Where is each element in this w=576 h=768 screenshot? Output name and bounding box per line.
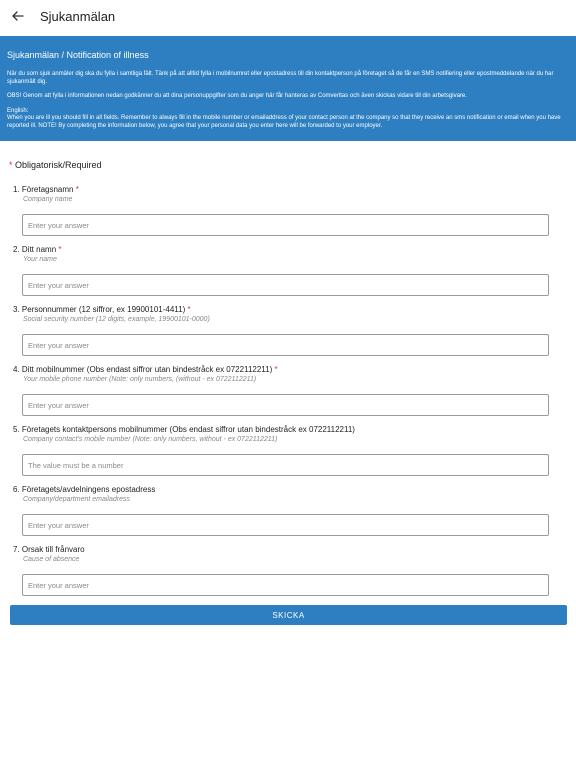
question-text: Ditt namn — [21, 245, 57, 254]
answer-input-1[interactable] — [22, 214, 549, 236]
answer-input-6[interactable] — [22, 514, 549, 536]
question-label — [13, 185, 567, 195]
answer-input-3[interactable] — [22, 334, 549, 356]
app-header — [0, 0, 576, 32]
required-star: * — [274, 365, 278, 374]
required-star: * — [9, 160, 13, 170]
answer-input-2[interactable] — [22, 274, 549, 296]
question-label — [13, 485, 567, 495]
banner-text-english: When you are ill you should fill in all fields. Remember to always fill in the mobile number or emailaddress of your contact person at the company so that they receive an sms notification or email when you have reported ill. NOTE! By completing the information below, you agree that your personal data you enter here will be forwarded to your employer. — [7, 115, 561, 129]
submit-button[interactable]: SKICKA — [10, 605, 567, 625]
banner-text-swedish: När du som sjuk anmäler dig ska du fylla i samtliga fält. Tänk på att alltid fylla i mobilnumret eller epostadress till din kontaktperson på företaget så de får en SMS notifiering eller epostmeddelande när du har sjukanmält dig. — [7, 71, 554, 85]
question-number: 4. — [13, 365, 20, 374]
required-star: * — [75, 185, 79, 194]
question-4 — [13, 365, 567, 416]
question-text: Ditt mobilnummer (Obs endast siffror utan bindestråck ex 0722112211) — [21, 365, 273, 374]
back-button[interactable] — [10, 8, 26, 24]
question-3 — [13, 305, 567, 356]
question-subtitle: Social security number (12 digits, example, 19900101-0000) — [23, 316, 210, 323]
question-6 — [13, 485, 567, 536]
question-subtitle: Cause of absence — [23, 556, 80, 563]
answer-input-4[interactable] — [22, 394, 549, 416]
question-number: 2. — [13, 245, 20, 254]
info-banner — [0, 36, 576, 141]
question-number: 3. — [13, 305, 20, 314]
required-note-text: Obligatorisk/Required — [12, 160, 102, 170]
required-star: * — [58, 245, 62, 254]
banner-english-label: English: — [7, 107, 29, 114]
question-1 — [13, 185, 567, 236]
illness-form — [0, 185, 576, 596]
question-subtitle: Your mobile phone number (Note: only numbers, (without - ex 0722112211) — [23, 376, 257, 383]
question-text: Orsak till frånvaro — [21, 545, 85, 554]
question-5 — [13, 425, 567, 476]
required-note — [9, 160, 576, 170]
question-number: 5. — [13, 425, 20, 434]
question-label — [13, 545, 567, 555]
banner-title: Sjukanmälan / Notification of illness — [7, 50, 149, 60]
question-label — [13, 425, 567, 435]
question-subtitle: Company contact's mobile number (Note: only numbers, without - ex 0722112211) — [23, 436, 278, 443]
question-2 — [13, 245, 567, 296]
question-text: Företagets/avdelningens epostadress — [21, 485, 156, 494]
answer-input-7[interactable] — [22, 574, 549, 596]
question-text: Företagsnamn — [21, 185, 74, 194]
answer-input-5[interactable] — [22, 454, 549, 476]
question-subtitle: Your name — [23, 256, 57, 263]
question-text: Personnummer (12 siffror, ex 19900101-4411) — [21, 305, 186, 314]
question-number: 7. — [13, 545, 20, 554]
question-label — [13, 245, 567, 255]
question-label — [13, 305, 567, 315]
question-subtitle: Company/department emailadress — [23, 496, 130, 503]
question-label — [13, 365, 567, 375]
question-text: Företagets kontaktpersons mobilnummer (Obs endast siffror utan bindestråck ex 0722112211) — [21, 425, 355, 434]
question-number: 1. — [13, 185, 20, 194]
arrow-left-icon — [12, 11, 24, 21]
question-number: 6. — [13, 485, 20, 494]
question-7 — [13, 545, 567, 596]
page-title: Sjukanmälan — [40, 8, 116, 24]
question-subtitle: Company name — [23, 196, 73, 203]
required-star: * — [187, 305, 191, 314]
banner-text-obs: OBS! Genom att fylla i informationen nedan godkänner du att dina personuppgifter som du anger här får hanteras av Comveritas och även skickas vidare till din arbetsgivare. — [7, 93, 467, 99]
